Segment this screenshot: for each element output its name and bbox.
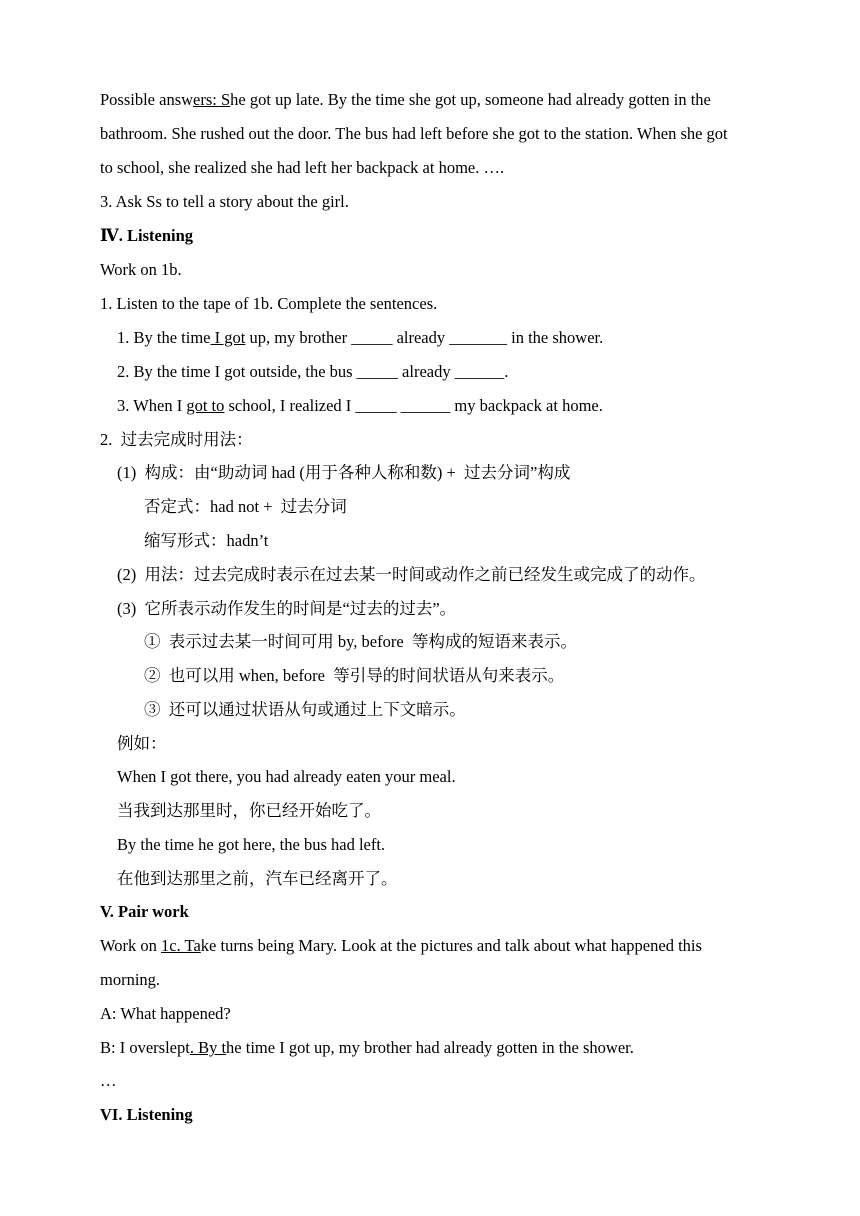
possible-answers-line-1 (100, 90, 711, 110)
section-title: . Listening (118, 226, 194, 245)
exercise-sentence-1 (117, 328, 603, 348)
roman-numeral: Ⅳ (100, 226, 119, 245)
text: Work on (100, 936, 161, 955)
possible-answers-line-2: bathroom. She rushed out the door. The bus had left before she got to the station. When she got (100, 124, 728, 143)
underlined-text: ers: S (193, 90, 231, 109)
text: B: I overslept (100, 1038, 190, 1057)
underlined-text: 1c. Ta (161, 936, 201, 955)
grammar-item-3: (3) 它所表示动作发生的时间是“过去的过去”。 (117, 599, 457, 618)
exercise-sentence-2: 2. By the time I got outside, the bus _____ already ______. (117, 362, 509, 381)
possible-answers-line-3: to school, she realized she had left her backpack at home. …. (100, 158, 505, 177)
ellipsis: … (100, 1071, 117, 1090)
text: up, my brother _____ already _______ in the shower. (245, 328, 604, 347)
text: ke turns being Mary. Look at the pictures and talk about what happened this (200, 936, 702, 955)
section-4-heading (100, 226, 193, 246)
work-on-1b: Work on 1b. (100, 260, 182, 279)
underlined-text: I got (210, 328, 246, 347)
text: he got up late. By the time she got up, someone had already gotten in the (230, 90, 711, 109)
section-5-heading: V. Pair work (100, 902, 189, 921)
example-label: 例如： (117, 734, 167, 753)
grammar-circle-item-3: ③ 还可以通过状语从句或通过上下文暗示。 (144, 700, 466, 719)
grammar-item-1: (1) 构成：由“助动词 had (用于各种人称和数) + 过去分词”构成 (117, 463, 571, 482)
grammar-negative-form: 否定式：had not + 过去分词 (144, 497, 347, 516)
text: 1. By the time (117, 328, 211, 347)
example-2-english: By the time he got here, the bus had left. (117, 835, 386, 854)
grammar-item-2: (2) 用法：过去完成时表示在过去某一时间或动作之前已经发生或完成了的动作。 (117, 565, 706, 584)
text: school, I realized I _____ ______ my backpack at home. (224, 396, 603, 415)
grammar-circle-item-2: ② 也可以用 when, before 等引导的时间状语从句来表示。 (144, 666, 565, 685)
example-1-english: When I got there, you had already eaten your meal. (117, 767, 456, 786)
dialogue-line-a: A: What happened? (100, 1004, 231, 1023)
grammar-title: 2. 过去完成时用法： (100, 430, 253, 449)
exercise-sentence-3 (117, 396, 603, 416)
example-1-chinese: 当我到达那里时，你已经开始吃了。 (117, 801, 381, 820)
section-6-heading: VI. Listening (100, 1105, 193, 1124)
underlined-text: got to (186, 396, 225, 415)
work-on-1c-continued: morning. (100, 970, 161, 989)
text: 3. When I (117, 396, 187, 415)
text: Possible answ (100, 90, 194, 109)
dialogue-line-b (100, 1038, 634, 1058)
grammar-abbreviation: 缩写形式：hadn’t (144, 531, 269, 550)
example-2-chinese: 在他到达那里之前，汽车已经离开了。 (117, 869, 398, 888)
underlined-text: . By t (189, 1038, 227, 1057)
step-3-instruction: 3. Ask Ss to tell a story about the girl. (100, 192, 349, 211)
work-on-1c (100, 936, 702, 956)
text: he time I got up, my brother had already gotten in the shower. (226, 1038, 634, 1057)
listen-instruction: 1. Listen to the tape of 1b. Complete the sentences. (100, 294, 438, 313)
grammar-circle-item-1: ① 表示过去某一时间可用 by, before 等构成的短语来表示。 (144, 632, 577, 651)
